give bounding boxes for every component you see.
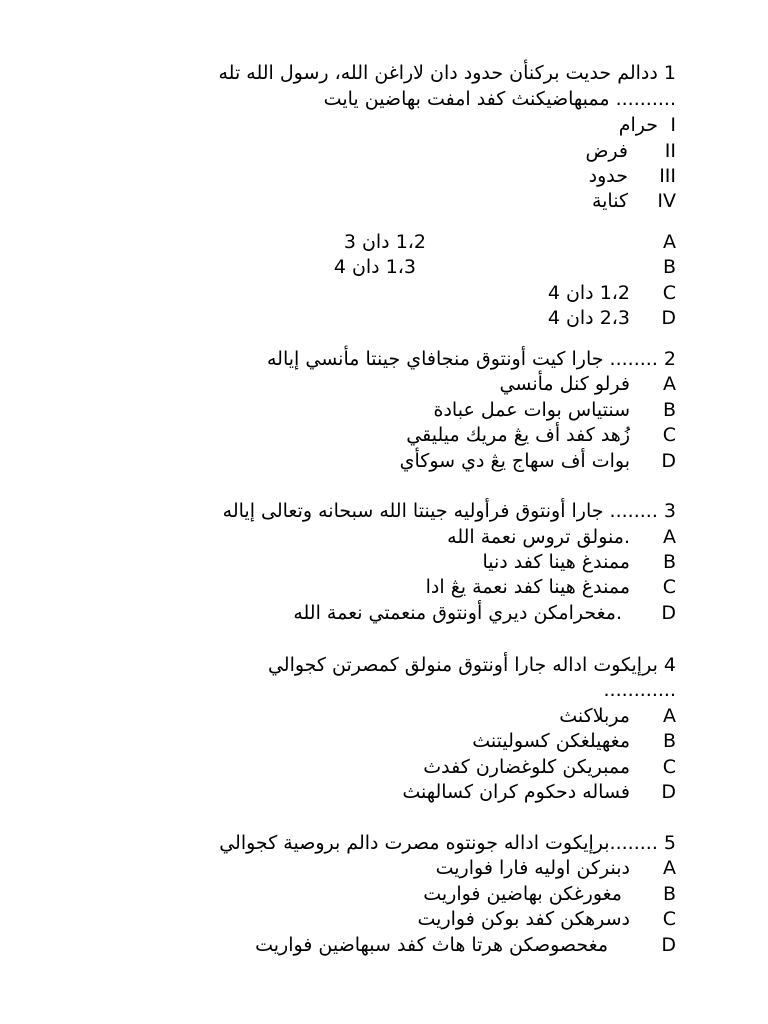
q4-option-d-text: فساله دحكوم كران كسالهنث [402, 781, 630, 803]
q1-option-a-text: 1،2 دان 3 [343, 231, 426, 253]
q1-roman-2-num: II [664, 140, 676, 162]
q2-option-b-text: سنتياس بوات عمل عبادة [433, 399, 630, 421]
q1-option-c-text: 1،2 دان 4 [547, 282, 630, 304]
q5-option-a-text: دبنركن اوليه فارا فواريت [435, 857, 630, 879]
q3-option-a-letter: A [663, 526, 676, 548]
q1-roman-4-num: IV [657, 190, 676, 212]
q4-option-b-letter: B [662, 730, 676, 752]
q5-option-d-letter: D [661, 934, 676, 956]
q1-roman-3-num: III [659, 165, 676, 187]
q4-option-c-text: ممبريكن كلوغضارن كفدث [423, 756, 630, 778]
q3-option-b-text: ممندغ هينا كفد دنيا [482, 551, 630, 573]
q5-option-b-letter: B [662, 883, 676, 905]
q5-option-c-letter: C [662, 908, 676, 930]
q4-option-d-letter: D [661, 781, 676, 803]
q4-option-a-text: مربلاكنث [559, 705, 630, 727]
q5-option-b-text: مغورغكن بهاضين فواريت [423, 883, 622, 905]
question-1-line-1: 1 ددالم حديت بركنأن حدود دان لاراغن الله، رسول الله تله [218, 62, 676, 84]
q5-option-a-letter: A [663, 857, 676, 879]
q4-option-b-text: مغهيلغكن كسوليتنث [472, 730, 630, 752]
q1-option-a-letter: A [663, 231, 676, 253]
q5-option-c-text: دسرهكن كفد بوكن فواريت [417, 908, 630, 930]
q5-option-d-text: مغحصوصكن هرتا هاث كفد سبهاضين فواريت [255, 934, 608, 956]
question-3-line-1: 3 ........ جارا أونتوق فرأوليه جينتا الله سبحانه وتعالى إياله [222, 500, 676, 522]
q2-option-b-letter: B [662, 399, 676, 421]
q4-option-a-letter: A [663, 705, 676, 727]
q2-option-a-text: فرلو كنل مأنسي [499, 373, 630, 395]
q2-option-c-text: زُهد كفد أف يڠ مريك ميليقي [406, 424, 630, 446]
question-4-line-2: ............ [603, 679, 676, 701]
q1-roman-3-text: حدود [588, 165, 628, 187]
question-4-line-1: 4 برإيكوت اداله جارا أونتوق منولق كمصرتن كجوالي [267, 654, 676, 676]
question-1-line-2: .......... ممبهاضيكنث كفد امفت بهاضين يايت [323, 88, 676, 110]
question-2-line-1: 2 ........ جارا كيت أونتوق منجافاي جينتا مأنسي إياله [267, 348, 676, 370]
q1-option-b-letter: B [662, 256, 676, 278]
q3-option-d-text: .مغحرامكن ديري أونتوق منعمتي نعمة الله [293, 602, 622, 624]
q1-option-c-letter: C [662, 282, 676, 304]
q1-roman-1-text: حرام [618, 114, 658, 136]
q2-option-a-letter: A [663, 373, 676, 395]
q3-option-a-text: .منولق تروس نعمة الله [447, 526, 630, 548]
q3-option-b-letter: B [662, 551, 676, 573]
q1-option-d-text: 2،3 دان 4 [547, 307, 630, 329]
q1-roman-4-text: كناية [591, 190, 628, 212]
q1-roman-1-num: I [670, 114, 676, 136]
q2-option-d-letter: D [661, 450, 676, 472]
q1-option-b-text: 1،3 دان 4 [333, 256, 416, 278]
q3-option-d-letter: D [661, 602, 676, 624]
q2-option-d-text: بوات أف سهاج يڠ دي سوكأي [399, 450, 630, 472]
q1-roman-2-text: فرض [585, 140, 628, 162]
q4-option-c-letter: C [662, 756, 676, 778]
q3-option-c-letter: C [662, 576, 676, 598]
q3-option-c-text: ممندغ هينا كفد نعمة يڠ ادا [425, 576, 630, 598]
q1-option-d-letter: D [661, 307, 676, 329]
question-5-line-1: 5 ........برإيكوت اداله جونتوه مصرت دالم بروصية كجوالي [219, 832, 676, 854]
q2-option-c-letter: C [662, 424, 676, 446]
